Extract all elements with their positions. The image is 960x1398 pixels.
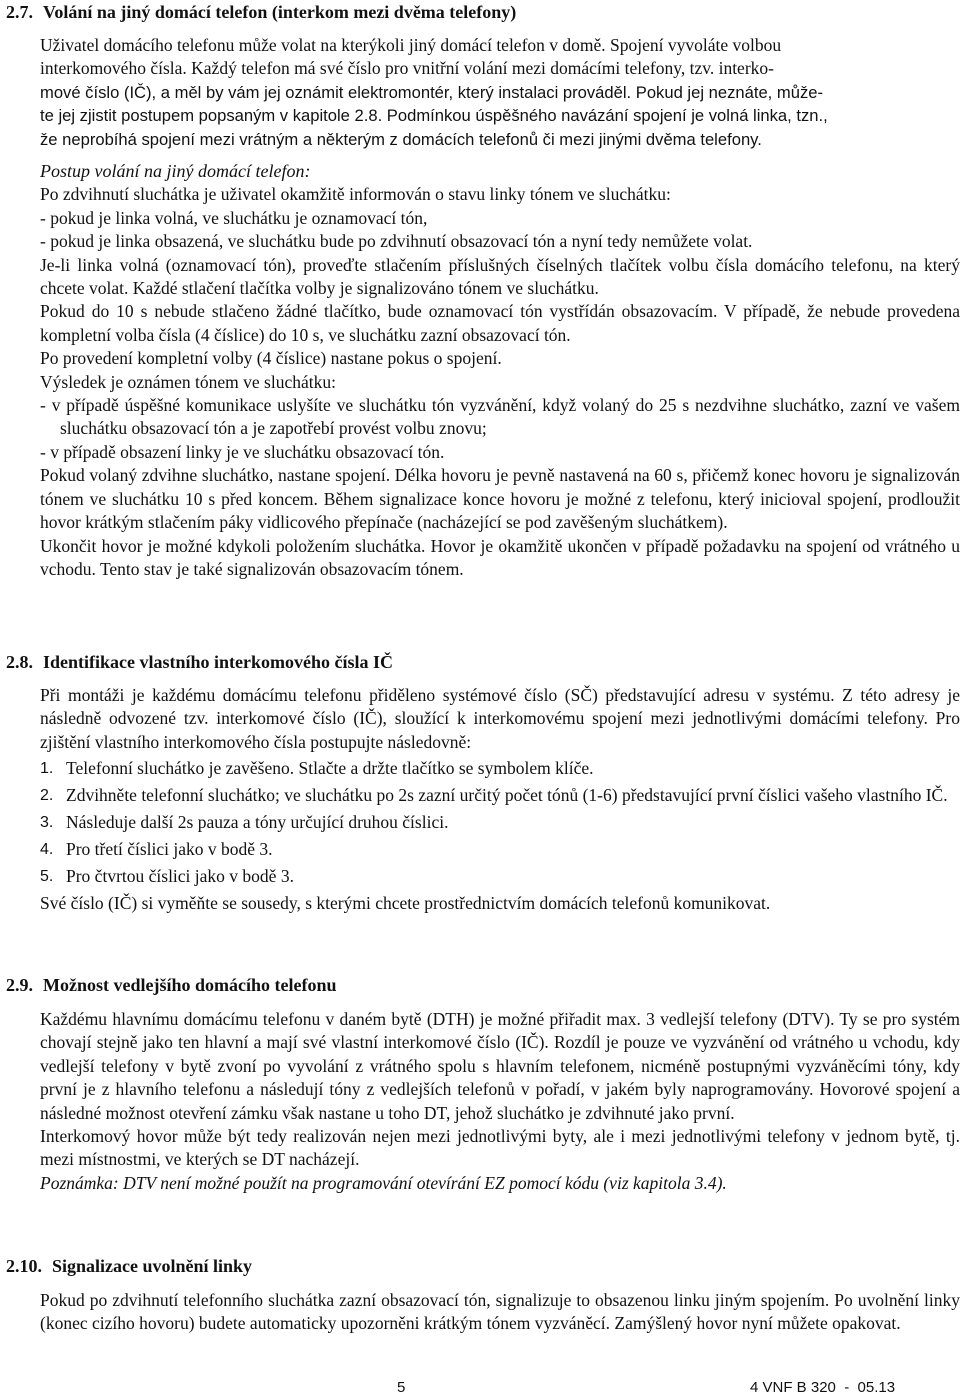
section-2-10-p1: Pokud po zdvihnutí telefonního sluchátka zazní obsazovací tón, signalizuje to obsazenou linku jiným spojením. Po uvolnění linky (konec cizího hovoru) budete automaticky upozorněni krátkým tónem vyzváněcí. Zamýšlený hovor nyní můžete opakovat. [40,1290,960,1334]
procedure-p6: Po provedení kompletní volby (4 číslice) nastane pokus o spojení. [40,348,502,369]
section-title: Signalizace uvolnění linky [52,1256,253,1276]
section-2-9-p1: Každému hlavnímu domácímu telefonu v daném bytě (DTH) je možné přiřadit max. 3 vedlejší telefony (DTV). Ty se pro systém chovají stejně jako ten hlavní a mají své vlastní interkomové číslo (IČ). Rozdíl je pouze ve vyzvánění od vrátného u vchodu, kdy vedlejší telefony v bytě zvoní po vyvolání z vrátného spolu s hlavním telefonem, nicméně postupnými vyzváněcími tóny, kdy první je z hlavního telefonu a následují tóny z vedlejších telefonů v pořadí, v jakém byly naprogramovány. Hovorové spojení a následné možnost otevření zámku však nastane u toho DT, jehož sluchátko je zdvihnuté jako první. [40,1009,960,1123]
step-number: 2. [40,787,54,805]
section-number: 2.7. [6,2,33,22]
step-number: 1. [40,760,54,778]
procedure-p4: Je-li linka volná (oznamovací tón), proveďte stlačením příslušných číselných tlačítek volbu čísla domácího telefonu, na který chcete volat. Každé stlačení tlačítka volby je signalizováno tónem ve sluchátku. [40,254,960,299]
procedure-p1: Po zdvihnutí sluchátka je uživatel okamžitě informován o stavu linky tónem ve sluchátku: [40,184,671,205]
section-2-9-p2: Interkomový hovor může být tedy realizován nejen mezi jednotlivými byty, ale i mezi jednotlivými telefony v jednom bytě, tj. mezi místnostmi, ve kterých se DT nacházejí. [40,1126,960,1170]
procedure-p8: - v případě úspěšné komunikace uslyšíte ve sluchátku tón vyzvánění, když volaný do 25 s nezdvihne sluchátko, zazní ve vašem sluchátku obsazovací tón a je zapotřebí provést volbu znovu; [40,395,960,439]
step-3 [40,811,960,834]
section-2-8-outro: Své číslo (IČ) si vyměňte se sousedy, s kterými chcete prostřednictvím domácích telefonů komunikovat. [40,892,771,913]
section-number: 2.10. [6,1256,42,1276]
intro-line-4: te jej zjistit postupem popsaným v kapitole 2.8. Podmínkou úspěšného navázání spojení je volná linka, tzn., [40,106,828,126]
step-1 [40,757,960,780]
procedure-p5: Pokud do 10 s nebude stlačeno žádné tlačítko, bude oznamovací tón vystřídán obsazovacím. V případě, že nebude provedena kompletní volba čísla (4 číslice) do 10 s, ve sluchátku zazní obsazovací tón. [40,301,960,345]
procedure-p7: Výsledek je oznámen tónem ve sluchátku: [40,371,336,392]
section-title: Možnost vedlejšího domácího telefonu [43,975,337,995]
step-text: Zdvihněte telefonní sluchátko; ve sluchátku po 2s zazní určitý počet tónů (1-6) představující první číslici vašeho vlastního IČ. [66,785,948,806]
document-code: 4 VNF B 320 - 05.13 [750,1379,896,1396]
procedure-p11: Ukončit hovor je možné kdykoli položením sluchátka. Hovor je okamžitě ukončen v případě požadavku na spojení od vrátného u vchodu. Tento stav je také signalizován obsazovacím tónem. [40,535,960,579]
section-number: 2.8. [6,652,33,672]
section-2-9-note: Poznámka: DTV není možné použít na programování otevírání EZ pomocí kódu (viz kapitola 3.4). [40,1172,727,1193]
step-text: Telefonní sluchátko je zavěšeno. Stlačte a držte tlačítko se symbolem klíče. [66,758,594,779]
step-number: 4. [40,840,54,858]
section-2-8-body [40,684,960,915]
step-5 [40,865,960,888]
intro-line-2: interkomového čísla. Každý telefon má své číslo pro vnitřní volání mezi domácími telefony, tzv. interko- [40,58,774,79]
intro-line-3: mové číslo (IČ), a měl by vám jej oznámit elektromontér, který instalaci prováděl. Pokud jej neznáte, může- [40,82,823,102]
step-2 [40,784,960,807]
section-2-7-intro [40,34,960,151]
page-number: 5 [397,1379,406,1396]
step-text: Pro třetí číslici jako v bodě 3. [66,838,273,859]
procedure-p10: Pokud volaný zdvihne sluchátko, nastane spojení. Délka hovoru je pevně nastavená na 60 s, přičemž konec hovoru je signalizován tónem ve sluchátku 10 s před koncem. Během signalizace konce hovoru je možné z telefonu, který inicioval spojení, prodloužit hovor krátkým stlačením páky vidlicového přepínače (nacházející se pod zavěšeným sluchátkem). [40,465,960,533]
section-number: 2.9. [6,975,33,995]
step-number: 5. [40,867,54,885]
section-2-10-heading [6,1254,252,1278]
step-text: Pro čtvrtou číslici jako v bodě 3. [66,865,294,886]
section-2-8-intro: Při montáži je každému domácímu telefonu přiděleno systémové číslo (SČ) představující adresu v systému. Z této adresy je následně odvozené tzv. interkomové číslo (IČ), sloužící k interkomovému spojení mezi jednotlivými domácími telefony. Pro zjištění vlastního interkomového čísla postupujte následovně: [40,685,960,752]
step-number: 3. [40,814,54,832]
intro-line-1: Uživatel domácího telefonu může volat na kterýkoli jiný domácí telefon v domě. Spojení vyvoláte volbou [40,35,782,55]
procedure-p2: - pokud je linka volná, ve sluchátku je oznamovací tón, [40,207,428,228]
section-2-9-heading [6,973,336,997]
procedure-p9: - v případě obsazení linky je ve sluchátku obsazovací tón. [40,441,445,462]
procedure-p3: - pokud je linka obsazená, ve sluchátku bude po zdvihnutí obsazovací tón a nyní tedy nemůžete volat. [40,231,753,252]
procedure-heading: Postup volání na jiný domácí telefon: [40,161,311,181]
section-title: Identifikace vlastního interkomového čísla IČ [43,652,394,672]
section-title: Volání na jiný domácí telefon (interkom mezi dvěma telefony) [43,2,517,22]
step-4 [40,838,960,861]
section-2-10-body [40,1289,960,1336]
section-2-7-heading [6,0,516,24]
section-2-8-heading [6,650,393,674]
section-2-7-procedure [40,160,960,581]
intro-line-5: že neprobíhá spojení mezi vrátným a některým z domácích telefonů či mezi jinými dvěma telefony. [40,129,762,149]
section-2-9-body [40,1008,960,1195]
step-text: Následuje další 2s pauza a tóny určující druhou číslici. [66,812,449,833]
steps-list [40,757,960,888]
